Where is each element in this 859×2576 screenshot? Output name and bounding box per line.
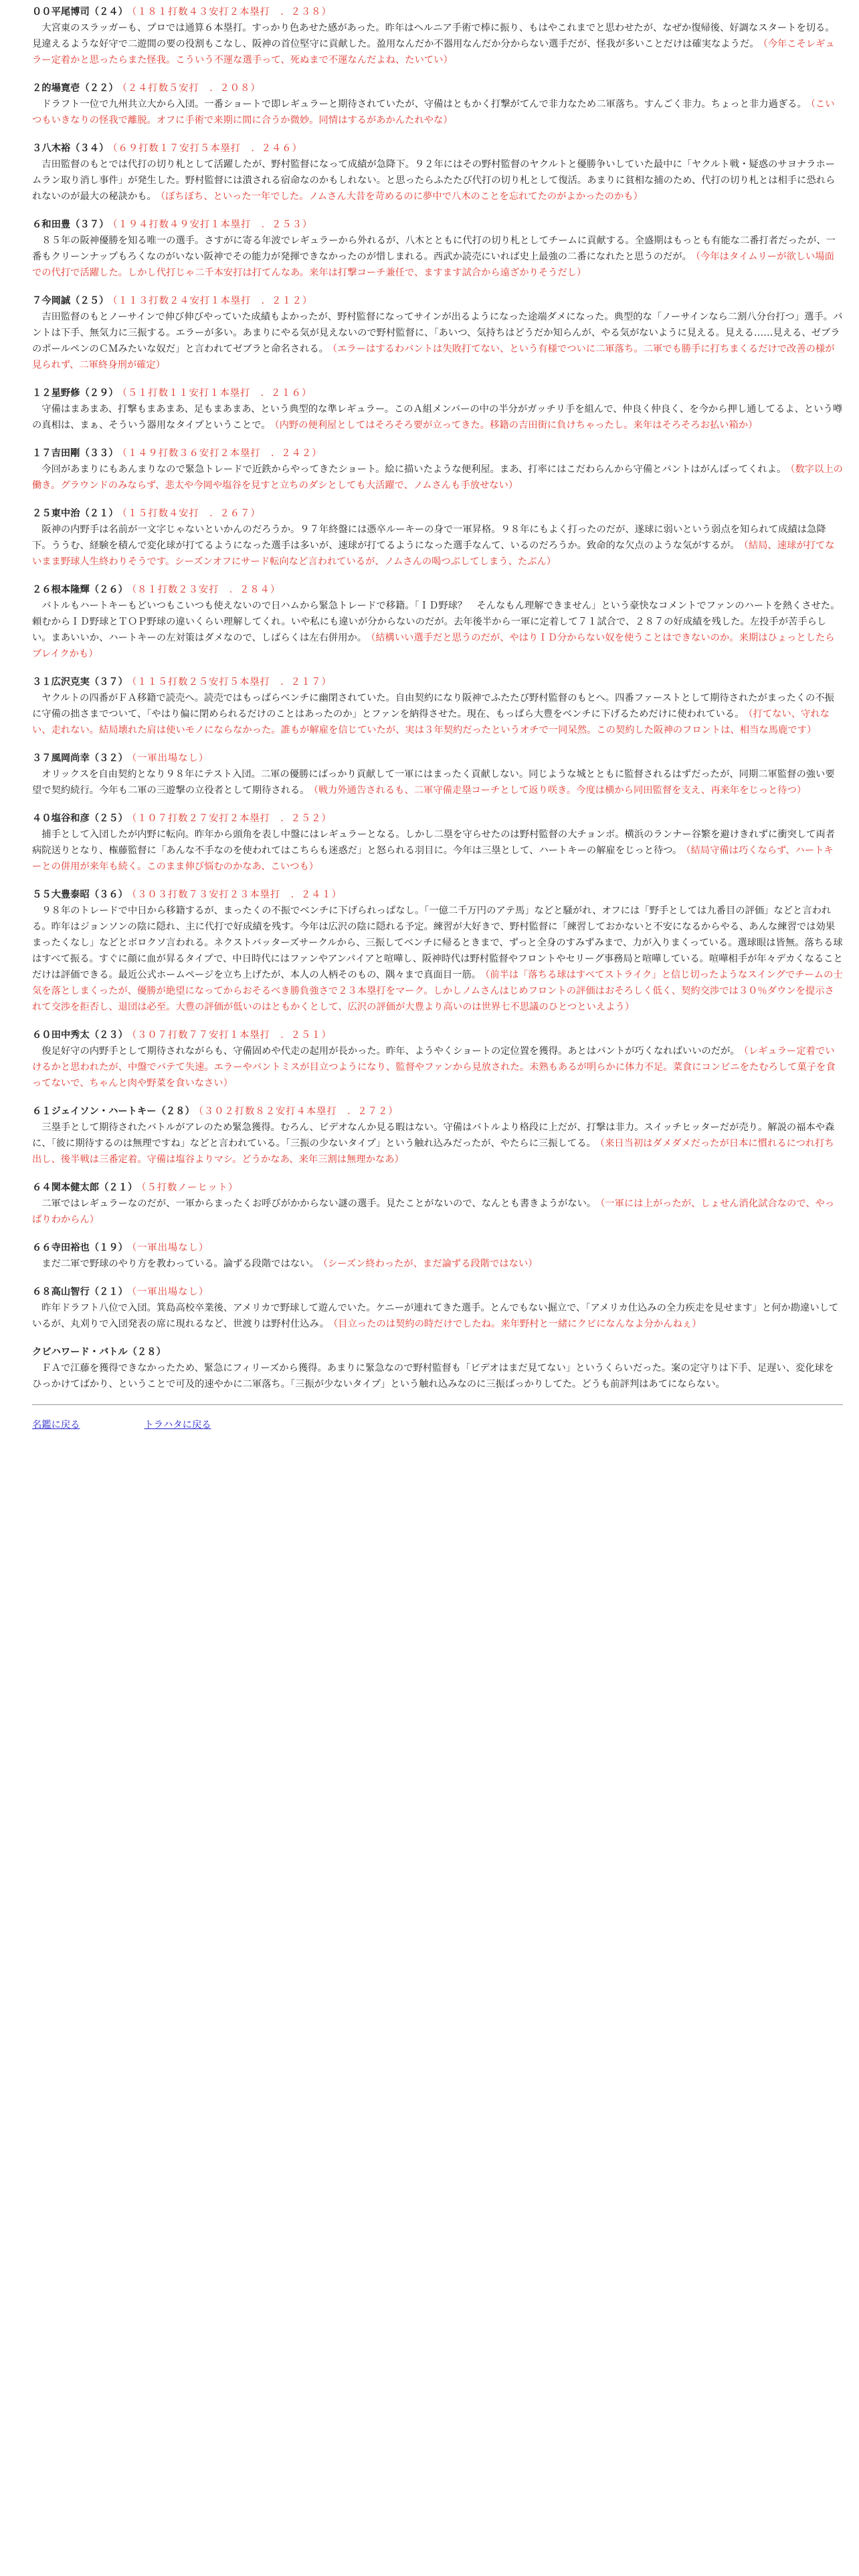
- player-name: １７吉田剛（３３）: [32, 448, 118, 459]
- back-to-torahata-link[interactable]: トラハタに戻る: [144, 1420, 211, 1430]
- player-entry: [32, 385, 843, 433]
- player-description: 吉田監督のもとでは代打の切り札として活躍したが、野村監督になって成績が急降下。９２年にはその野村監督のヤクルトと優勝争いしていた最中に「ヤクルト戦・疑惑のサヨナラホームラン取り消し事件」が発生した。野村監督には潰される宿命なのかもしれない。と思ったらふたたび代打の切り札として復活。あまりに貧相な捕のため、代打の切り札とは相手に恐れられないのが最大の秘訣かも。: [32, 159, 836, 202]
- player-stats: （５１打数１１安打１本塁打 ．２１６）: [122, 388, 312, 399]
- player-comment: （一軍には上がったが、しょせん消化試合なので、やっぱりわからん）: [32, 1198, 835, 1225]
- player-stats: （３０２打数８２安打４本塁打 ．２７２）: [198, 1106, 399, 1117]
- player-name: ００平尾博司（２４）: [32, 7, 128, 17]
- player-name: ６６寺田裕也（１９）: [32, 1243, 128, 1253]
- player-description: 三塁手として期待されたバトルがアレのため緊急獲得。むろん、ビデオなんか見る暇はない。守備はバトルより格段に上だが、打撃は非力。スイッチヒッターだが売り。解説の福本や森に、「彼に期待するのは無理ですね」などと言われている。「三振の少ないタイプ」という触れ込みだったが、やたらに三振してる。: [32, 1122, 835, 1149]
- player-description: 今回があまりにもあんまりなので緊急トレードで近鉄からやってきたショート。絵に描いたような便利屋。まあ、打率にはこだわらんから守備とバントはがんばってくれよ。: [41, 464, 787, 475]
- player-name: ７今岡誠（２５）: [32, 296, 109, 306]
- player-entry: [32, 293, 843, 373]
- player-description: ９８年のトレードで中日から移籍するが、まったくの不振でベンチに下げられっぱなし。「一億二千万円のアテ馬」などと騒がれ、オフには「野手としては九番目の評価」などと言われる。昨年はジョンソンの陰に隠れ、主に代打で好成績を残す。今年は広沢の陰に隠れる予定。練習が大好きで、野村監督に「練習しておかないと不安になるからやる、あんな練習では効果まったくなし」などとボロクソ言われる。ネクストバッターズサークルから、三振してベンチに帰るときまで、ずっと全身のすみずみまで、力が入りまくっている。選球眼は皆無。落ちる球はすべて振る。すぐに顔に血が昇るタイプで、中日時代にはファンやアンパイアと喧嘩し、阪神時代は野村監督やフロントやセリーグ事務局と喧嘩している。喧嘩相手が年々デカくなることだけは評価できる。最近公式ホームページを立ち上げたが、本人の人柄そのもの、隅々まで真面目一筋。: [32, 905, 843, 980]
- player-name: ３７風岡尚幸（３２）: [32, 753, 128, 764]
- player-comment: （シーズン終わったが、まだ論ずる段階ではない）: [322, 1259, 538, 1269]
- player-name: ５５大豊泰昭（３６）: [32, 889, 128, 900]
- player-stats: （一軍出場なし）: [131, 753, 209, 764]
- player-stats: （１５打数４安打 ．２６７）: [122, 508, 261, 519]
- player-entry: [32, 750, 843, 798]
- player-comment: （結局守備は巧くならず、ハートキーとの併用が来年も続く。このまま伸び悩むのかなあ、こいつも）: [32, 845, 834, 872]
- player-stats: （１８１打数４３安打２本塁打 ．２３８）: [131, 7, 332, 17]
- player-description: オリックスを自由契約となり９８年にテスト入団。二軍の優勝にばっかり貢献して一軍にはまったく貢献しない。同じような城とともに監督されるはずだったが、同期二軍監督の強い要望で契約続行。今年も二軍の三遊撃の立役者として期待される。: [32, 769, 835, 796]
- player-description: 捕手として入団したが内野に転向。昨年から頭角を表し中盤にはレギュラーとなる。しかし二塁を守らせたのは野村監督の大チョンボ。横浜のランナー谷繁を避けきれずに衝突して両者病院送りとなり、権藤監督に「あんな不手なのを使われてはこちらも迷惑だ」と怒られる羽目に。今年は三塁として、ハートキーの解雇をじっと待つ。: [32, 829, 836, 856]
- player-description: バトルもハートキーもどいつもこいつも使えないので日ハムから緊急トレードで移籍。「ＩＤ野球？ そんなもん理解できません」という豪快なコメントでファンのハートを熱くさせた。頼むからＩＤ野球とＴＯＰ野球の違いくらい理解してくれ。いや私にも違いが分からないのだが。去年後半から一軍に定着して７１試合で、２８７の好成績を残した。左投手が苦手らしい。まあいいか、ハートキーの左対策はダメなので、しばらくは左右併用か。: [32, 601, 840, 643]
- player-entry: [32, 674, 843, 738]
- player-name: ２６根本隆輝（２６）: [32, 584, 128, 595]
- player-entry: [32, 1180, 843, 1228]
- player-name: ６和田豊（３７）: [32, 219, 109, 230]
- back-to-roster-link[interactable]: 名鑑に戻る: [32, 1420, 80, 1430]
- player-stats: （２４打数５安打 ．２０８）: [122, 83, 261, 94]
- player-comment: （内野の便利屋としてはそろそろ要が立ってきた。移籍の吉田街に負けちゃったし。来年はそろそろお払い箱か）: [274, 420, 758, 431]
- player-comment: （レギュラー定着でいけるかと思われたが、中盤でバテて失速。エラーやバントミスが目立つようになり、監督やファンから見放された。未熟もあるが明らかに体力不足。菜食にコンビニをたむろして菓子を食ってないで、ちゃんと肉や野菜を食いなさい）: [32, 1046, 836, 1089]
- divider: [32, 1404, 843, 1405]
- player-comment: （数字以上の働き。グラウンドのみならず、悲太や今岡や塩谷を見すと立ちのダシとしても大活躍で、ノムさんも手放せない）: [32, 464, 843, 491]
- player-stats: （１１３打数２４安打１本塁打 ．２１２）: [112, 296, 313, 306]
- player-entry: [32, 140, 843, 205]
- player-entry: [32, 4, 843, 68]
- player-entry: [32, 1284, 843, 1332]
- player-comment: （結構いい選手だと思うのだが、やはりＩＤ分からない奴を使うことはできないのか。来期はひょっとしたらブレイクかも）: [32, 633, 835, 659]
- player-name: ６４関本健太郎（２１）: [32, 1182, 138, 1193]
- player-stats: （８１打数２３安打 ．２８４）: [131, 584, 281, 595]
- player-description: 大宮東のスラッガーも、プロでは通算６本塁打。すっかり色あせた感があった。昨年はヘルニア手術で棒に振り、もはやこれまでと思わせたが、なぜか復帰後、好調なスタートを切る。見違えるような好守で二遊間の要の役割もこなし、阪神の首位堅守に貢献した。盈用なんだか不器用なんだか分からない選手だが、怪我が多いことだけは確実なようだ。: [32, 23, 835, 49]
- player-stats: （５打数ノーヒット）: [141, 1182, 239, 1193]
- player-stats: （一軍出場なし）: [131, 1243, 209, 1253]
- player-description: 阪神の内野手は名前が一文字じゃないといかんのだろうか。９７年終盤には憑卒ルーキーの身で一軍昇格。９８年にもよく打ったのだが、遂球に弱いという弱点を知られて成績は急降下。ううむ、経験を積んで変化球が打てるようになった選手は多いが、速球が打てるようになった選手なんて、いるのだろうか。致命的な欠点のような気がするが。: [32, 524, 826, 551]
- player-comment: （前半は「落ちる球はすべてストライク」と信じ切ったようなスイングでチームの士気を落としまくったが、優勝が絶望になってからおそるべき勝負強さで２３本塁打をマーク。しかしノムさんはじめフロントの評価はおそろしく低く、契約交渉では３０％ダウンを提示されて交渉を拒否し、退団は必至。大豊の評価が低いのはともかくとして、広沢の評価が大豊より高いのは世界七不思議のひとつといえよう）: [32, 970, 843, 1012]
- player-comment: （ぼちぼち、といった一年でした。ノムさん大昔を苛めるのに夢中で八木のことを忘れてたのがよかったのかも）: [160, 191, 643, 202]
- player-entry: [32, 506, 843, 570]
- player-description: 守備はまあまあ、打撃もまあまあ、足もまあまあ、という典型的な準レギュラー。このＡ組メンバーの中の半分がガッチリ手を組んで、仲良く仲良く、を今から押し通してるよ、という噂の真相は、まぁ、そういう器用なタイプということで。: [32, 404, 843, 431]
- player-entry: [32, 1344, 843, 1392]
- player-name: １２星野修（２９）: [32, 388, 118, 399]
- player-name: ２５東中治（２１）: [32, 508, 118, 519]
- player-comment: （エラーはするわバントは失敗打てない、という有様でついに二軍落ち。二軍でも勝手に打ちまくるだけで改善の様が見られず、二軍終身刑が確定）: [32, 344, 835, 370]
- player-description: ８５年の阪神優勝を知る唯一の選手。さすがに寄る年波でレギュラーから外れるが、八木とともに代打の切り札としてチームに貢献する。全盛期はもっとも有能な二番打者だったが、一番もクリーンナップもろくなのがいない阪神でその能力が発揮できなかったのが惜しまれる。西武か読売にいれば史上最強の二番になれたと思うのだが。: [32, 235, 836, 262]
- player-stats: （３０３打数７３安打２３本塁打 ．２４１）: [131, 889, 343, 900]
- player-entry: [32, 1027, 843, 1091]
- player-name: ６１ジェイソン・ハートキー（２８）: [32, 1106, 195, 1117]
- player-entry: [32, 445, 843, 494]
- player-comment: （結局、速球が打てないまま野球人生終わりそうです。シーズンオフにサード転向など言われているが、ノムさんの喝つぶしてしまう、たぶん）: [32, 540, 835, 567]
- player-entry: [32, 1103, 843, 1168]
- player-comment: （打てない、守れない、走れない。結局壊れた肩は使いモノにならなかった。誰もが解雇を信じていたが、実は３年契約だったというオチで一同呆然。この契約した阪神のフロントは、相当な馬鹿です）: [32, 709, 830, 736]
- player-comment: （戦力外通告されるも、二軍守備走塁コーチとして返り咲き。今度は横から同田監督を支え、再来年をじっと待つ）: [313, 785, 807, 796]
- player-stats: （３０７打数７７安打１本塁打 ．２５１）: [131, 1030, 332, 1041]
- player-stats: （６９打数１７安打５本塁打 ．２４６）: [112, 143, 302, 154]
- player-name: ４０塩谷和彦（２５）: [32, 813, 128, 824]
- player-comment: （来日当初はダメダメだったが日本に慣れるにつれ打ち出し、後半戦は三番定着。守備は塩谷よりマシ。どうかなあ、来年三割は無理かなあ）: [32, 1138, 834, 1165]
- player-entry: [32, 80, 843, 128]
- player-description: 二軍ではレギュラーなのだが、一軍からまったくお呼びがかからない謎の選手。見たことがないので、なんとも書きようがない。: [41, 1198, 597, 1209]
- player-entry: [32, 811, 843, 875]
- player-description: まだ二軍で野球のやり方を教わっている。論ずる段階ではない。: [41, 1259, 319, 1269]
- player-description: 吉田監督のもとノーサインで伸び伸びやっていた成績もよかったが、野村監督になってサインが出るようになった途端ダメになった。典型的な「ノーサインなら二割八分台打つ」選手。バントは下手、無気力に三振する。エラーが多い。あまりにやる気が見えないので野村監督に、「あいつ、気持ちはどうだか知らんが、やる気がないように見える。見える……見える、ゼブラのポールペンのＣＭみたいな奴だ」と言われてゼブラと命名される。: [32, 312, 843, 354]
- player-name: ３八木裕（３４）: [32, 143, 109, 154]
- player-name: ２的場寛壱（２２）: [32, 83, 118, 94]
- player-name: クビハワード・バトル（２８）: [32, 1347, 166, 1358]
- player-entry: [32, 217, 843, 281]
- player-entry: [32, 582, 843, 662]
- player-description: ヤクルトの四番がＦＡ移籍で読売へ。読売ではもっぱらベンチに幽閉されていた。自由契約になり阪神でふたたび野村監督のもとへ。四番ファーストとして期待されたがまったくの不振に守備の拙さまでついて、「やはり偏に閉められるだけのことはあったのか」とファンを納得させた。現在、もっぱら大豊をベンチに下げるためだけに使われている。: [32, 693, 834, 720]
- player-name: ６０田中秀太（２３）: [32, 1030, 128, 1041]
- player-comment: （今年こそレギュラー定着かと思ったらまた怪我。こういう不運な選手って、死ぬまで不運なんだよね、たいてい）: [32, 39, 835, 66]
- player-description: 俊足好守の内野手として期待されながらも、守備固めや代走の起用が長かった。昨年、ようやくショートの定位置を獲得。あとはバントが巧くなればいいのだが。: [41, 1046, 740, 1057]
- player-name: ６８高山智行（２１）: [32, 1287, 128, 1297]
- footer-nav: [32, 1417, 843, 1433]
- player-comment: （こいつもいきなりの怪我で離脱。オフに手術で来期に間に合うか微妙。同情はするがあかんたれやな）: [32, 99, 835, 126]
- player-description: ドラフト一位で九州共立大から入団。一番ショートで即レギュラーと期待されていたが、守備はともかく打撃がてんで非力なため二軍落ち。すんごく非力。ちょっと非力過ぎる。: [41, 99, 807, 110]
- player-entry: [32, 1240, 843, 1272]
- player-stats: （１４９打数３６安打２本塁打 ．２４２）: [122, 448, 322, 459]
- player-stats: （１０７打数２７安打２本塁打 ．２５２）: [131, 813, 332, 824]
- player-comment: （目立ったのは契約の時だけでしたね。来年野村と一緒にクビになんなよ分かんねぇ）: [333, 1319, 702, 1329]
- player-description: ＦＡで江藤を獲得できなかったため、緊急にフィリーズから獲得。あまりに緊急なので野村監督も「ビデオはまだ見てない」というくらいだった。案の定守りは下手、足遅い、変化球をひっかけてばかり、ということで可及的速やかに二軍落ち。「三振が少ないタイプ」という触れ込みなのに三振ばっかりしてた。どうも前評判はあてにならない。: [32, 1363, 834, 1390]
- player-stats: （１９４打数４９安打１本塁打 ．２５３）: [112, 219, 313, 230]
- player-description: 昨年ドラフト八位で入団。箕島高校卒業後、アメリカで野球して遊んでいた。ケニーが連れてきた選手。とんでもない掘立で、「アメリカ仕込みの全力疾走を見せます」と何か勘違いしているが、丸刈りで入団発表の席に現れるなど、世渡りは野村仕込み。: [32, 1303, 839, 1329]
- player-stats: （１１５打数２５安打５本塁打 ．２１７）: [131, 677, 332, 687]
- player-stats: （一軍出場なし）: [131, 1287, 209, 1297]
- player-name: ３１広沢克実（３７）: [32, 677, 128, 687]
- player-entry: [32, 887, 843, 1015]
- player-comment: （今年はタイムリーが欲しい場面での代打で活躍した。しかし代打じゃ二千本安打は打てんなあ。来年は打撃コーチ兼任で、ますます試合から遠ざかりそうだし）: [32, 251, 834, 278]
